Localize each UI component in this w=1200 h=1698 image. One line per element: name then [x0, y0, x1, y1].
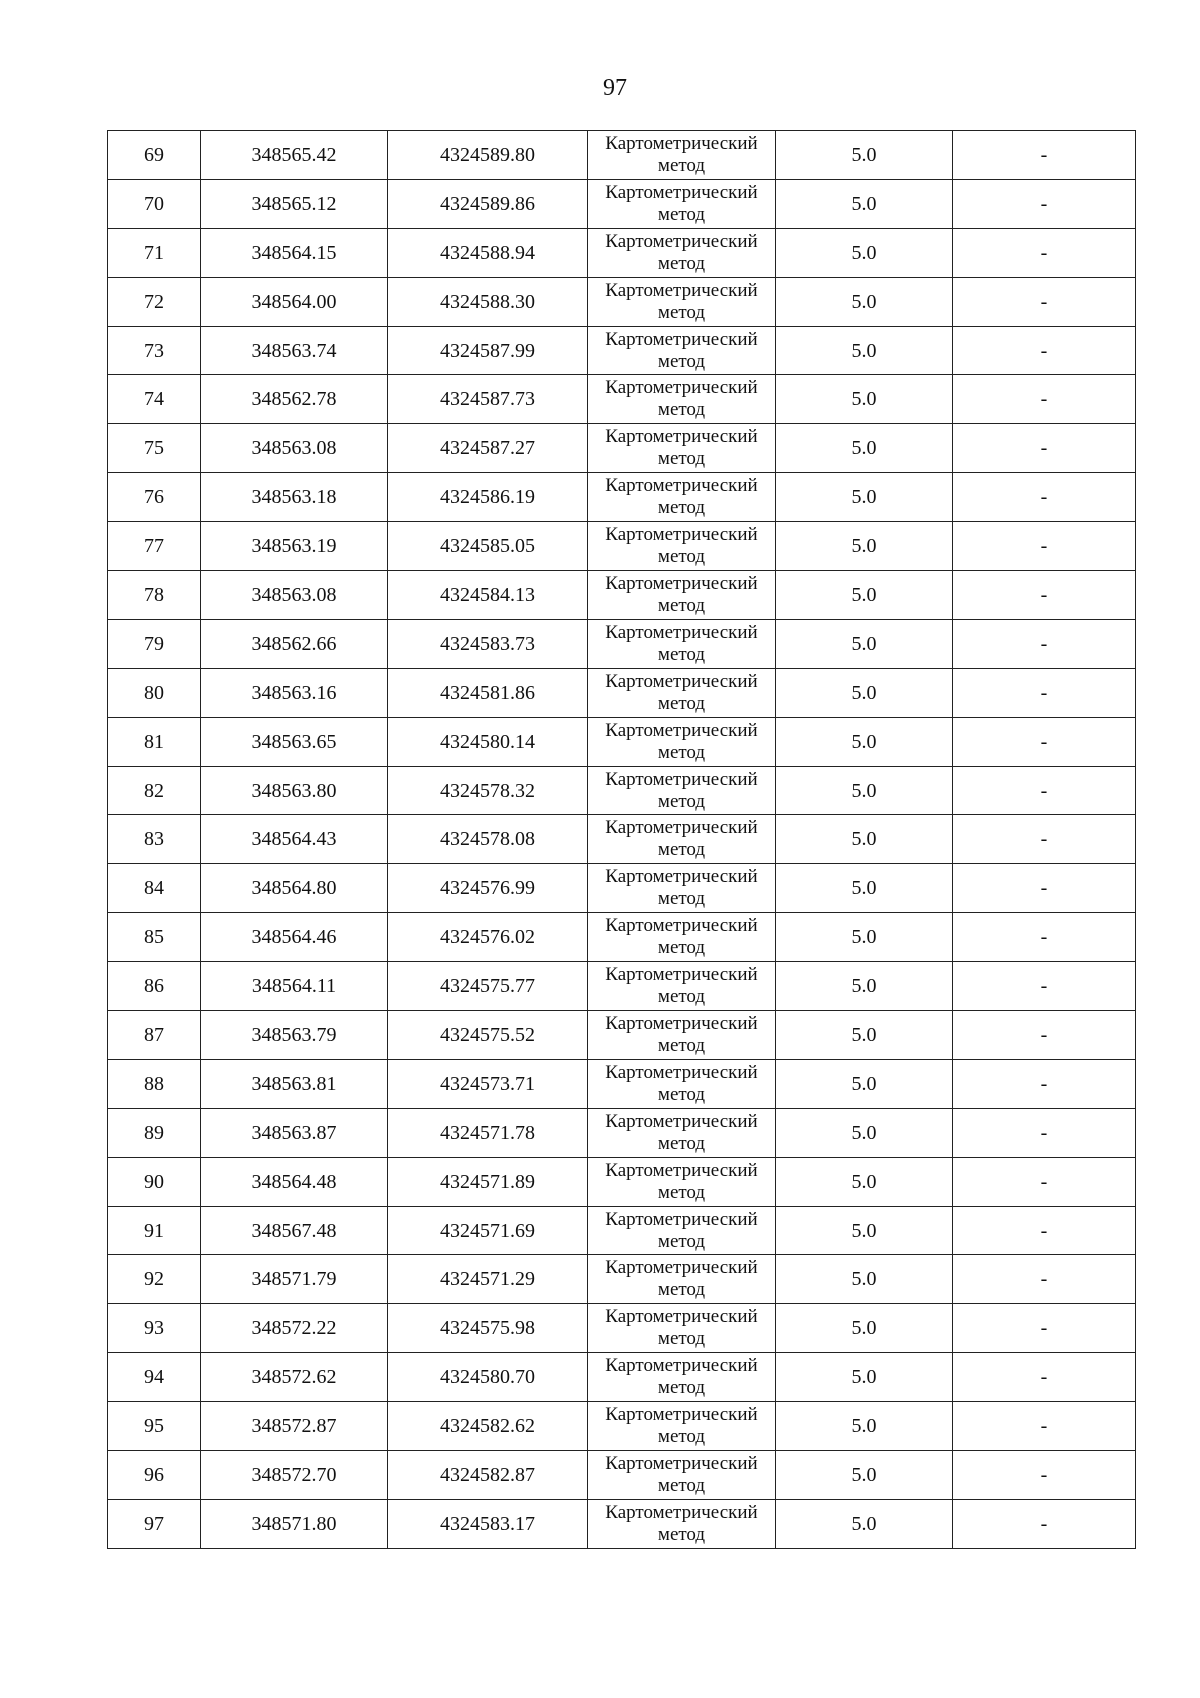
note-cell: -	[953, 913, 1136, 962]
note-cell: -	[953, 1499, 1136, 1548]
y-coordinate-cell: 4324571.69	[388, 1206, 588, 1255]
point-number-cell: 83	[108, 815, 201, 864]
method-cell: Картометрический метод	[588, 962, 776, 1011]
point-number-cell: 89	[108, 1108, 201, 1157]
coordinates-table-body	[108, 131, 1136, 1549]
note-cell: -	[953, 326, 1136, 375]
note-cell: -	[953, 179, 1136, 228]
table-row	[108, 473, 1136, 522]
method-cell: Картометрический метод	[588, 228, 776, 277]
y-coordinate-cell: 4324587.73	[388, 375, 588, 424]
y-coordinate-cell: 4324576.02	[388, 913, 588, 962]
method-cell: Картометрический метод	[588, 913, 776, 962]
x-coordinate-cell: 348572.22	[201, 1304, 388, 1353]
point-number-cell: 87	[108, 1011, 201, 1060]
x-coordinate-cell: 348564.15	[201, 228, 388, 277]
point-number-cell: 88	[108, 1059, 201, 1108]
accuracy-cell: 5.0	[776, 277, 953, 326]
table-row	[108, 131, 1136, 180]
x-coordinate-cell: 348563.16	[201, 668, 388, 717]
accuracy-cell: 5.0	[776, 522, 953, 571]
table-row	[108, 571, 1136, 620]
x-coordinate-cell: 348563.18	[201, 473, 388, 522]
table-row	[108, 424, 1136, 473]
point-number-cell: 91	[108, 1206, 201, 1255]
method-cell: Картометрический метод	[588, 424, 776, 473]
note-cell: -	[953, 962, 1136, 1011]
accuracy-cell: 5.0	[776, 619, 953, 668]
point-number-cell: 78	[108, 571, 201, 620]
note-cell: -	[953, 571, 1136, 620]
y-coordinate-cell: 4324578.32	[388, 766, 588, 815]
y-coordinate-cell: 4324582.62	[388, 1402, 588, 1451]
x-coordinate-cell: 348565.42	[201, 131, 388, 180]
table-row	[108, 1451, 1136, 1500]
accuracy-cell: 5.0	[776, 1499, 953, 1548]
point-number-cell: 86	[108, 962, 201, 1011]
y-coordinate-cell: 4324575.98	[388, 1304, 588, 1353]
x-coordinate-cell: 348563.74	[201, 326, 388, 375]
coordinates-table	[107, 130, 1136, 1549]
point-number-cell: 76	[108, 473, 201, 522]
accuracy-cell: 5.0	[776, 375, 953, 424]
y-coordinate-cell: 4324580.70	[388, 1353, 588, 1402]
accuracy-cell: 5.0	[776, 1402, 953, 1451]
method-cell: Картометрический метод	[588, 1206, 776, 1255]
method-cell: Картометрический метод	[588, 277, 776, 326]
point-number-cell: 72	[108, 277, 201, 326]
accuracy-cell: 5.0	[776, 424, 953, 473]
y-coordinate-cell: 4324582.87	[388, 1451, 588, 1500]
x-coordinate-cell: 348563.65	[201, 717, 388, 766]
x-coordinate-cell: 348563.08	[201, 424, 388, 473]
point-number-cell: 77	[108, 522, 201, 571]
y-coordinate-cell: 4324587.27	[388, 424, 588, 473]
x-coordinate-cell: 348563.08	[201, 571, 388, 620]
x-coordinate-cell: 348563.19	[201, 522, 388, 571]
y-coordinate-cell: 4324586.19	[388, 473, 588, 522]
accuracy-cell: 5.0	[776, 228, 953, 277]
x-coordinate-cell: 348571.79	[201, 1255, 388, 1304]
method-cell: Картометрический метод	[588, 864, 776, 913]
point-number-cell: 94	[108, 1353, 201, 1402]
x-coordinate-cell: 348564.11	[201, 962, 388, 1011]
note-cell: -	[953, 864, 1136, 913]
table-row	[108, 913, 1136, 962]
note-cell: -	[953, 1011, 1136, 1060]
note-cell: -	[953, 717, 1136, 766]
table-row	[108, 1011, 1136, 1060]
x-coordinate-cell: 348564.46	[201, 913, 388, 962]
accuracy-cell: 5.0	[776, 864, 953, 913]
y-coordinate-cell: 4324585.05	[388, 522, 588, 571]
x-coordinate-cell: 348564.80	[201, 864, 388, 913]
point-number-cell: 92	[108, 1255, 201, 1304]
accuracy-cell: 5.0	[776, 913, 953, 962]
page-number: 97	[603, 75, 627, 101]
accuracy-cell: 5.0	[776, 179, 953, 228]
y-coordinate-cell: 4324588.30	[388, 277, 588, 326]
note-cell: -	[953, 228, 1136, 277]
accuracy-cell: 5.0	[776, 571, 953, 620]
note-cell: -	[953, 131, 1136, 180]
y-coordinate-cell: 4324588.94	[388, 228, 588, 277]
table-row	[108, 864, 1136, 913]
point-number-cell: 82	[108, 766, 201, 815]
note-cell: -	[953, 815, 1136, 864]
y-coordinate-cell: 4324571.29	[388, 1255, 588, 1304]
y-coordinate-cell: 4324584.13	[388, 571, 588, 620]
table-row	[108, 1304, 1136, 1353]
x-coordinate-cell: 348563.79	[201, 1011, 388, 1060]
method-cell: Картометрический метод	[588, 1451, 776, 1500]
table-row	[108, 766, 1136, 815]
point-number-cell: 69	[108, 131, 201, 180]
method-cell: Картометрический метод	[588, 766, 776, 815]
y-coordinate-cell: 4324571.78	[388, 1108, 588, 1157]
note-cell: -	[953, 277, 1136, 326]
table-row	[108, 375, 1136, 424]
x-coordinate-cell: 348563.87	[201, 1108, 388, 1157]
accuracy-cell: 5.0	[776, 668, 953, 717]
note-cell: -	[953, 619, 1136, 668]
method-cell: Картометрический метод	[588, 473, 776, 522]
accuracy-cell: 5.0	[776, 1157, 953, 1206]
accuracy-cell: 5.0	[776, 766, 953, 815]
point-number-cell: 71	[108, 228, 201, 277]
accuracy-cell: 5.0	[776, 1206, 953, 1255]
note-cell: -	[953, 766, 1136, 815]
method-cell: Картометрический метод	[588, 815, 776, 864]
accuracy-cell: 5.0	[776, 1059, 953, 1108]
accuracy-cell: 5.0	[776, 815, 953, 864]
note-cell: -	[953, 1157, 1136, 1206]
point-number-cell: 96	[108, 1451, 201, 1500]
method-cell: Картометрический метод	[588, 1499, 776, 1548]
y-coordinate-cell: 4324575.52	[388, 1011, 588, 1060]
x-coordinate-cell: 348565.12	[201, 179, 388, 228]
accuracy-cell: 5.0	[776, 1353, 953, 1402]
method-cell: Картометрический метод	[588, 179, 776, 228]
accuracy-cell: 5.0	[776, 1255, 953, 1304]
x-coordinate-cell: 348562.66	[201, 619, 388, 668]
note-cell: -	[953, 1206, 1136, 1255]
y-coordinate-cell: 4324587.99	[388, 326, 588, 375]
point-number-cell: 90	[108, 1157, 201, 1206]
method-cell: Картометрический метод	[588, 1157, 776, 1206]
y-coordinate-cell: 4324583.17	[388, 1499, 588, 1548]
accuracy-cell: 5.0	[776, 717, 953, 766]
note-cell: -	[953, 1304, 1136, 1353]
point-number-cell: 84	[108, 864, 201, 913]
accuracy-cell: 5.0	[776, 1011, 953, 1060]
note-cell: -	[953, 424, 1136, 473]
method-cell: Картометрический метод	[588, 375, 776, 424]
method-cell: Картометрический метод	[588, 1304, 776, 1353]
x-coordinate-cell: 348564.48	[201, 1157, 388, 1206]
y-coordinate-cell: 4324589.86	[388, 179, 588, 228]
method-cell: Картометрический метод	[588, 1255, 776, 1304]
x-coordinate-cell: 348563.81	[201, 1059, 388, 1108]
note-cell: -	[953, 1255, 1136, 1304]
y-coordinate-cell: 4324578.08	[388, 815, 588, 864]
x-coordinate-cell: 348564.43	[201, 815, 388, 864]
note-cell: -	[953, 375, 1136, 424]
method-cell: Картометрический метод	[588, 131, 776, 180]
y-coordinate-cell: 4324589.80	[388, 131, 588, 180]
table-row	[108, 668, 1136, 717]
x-coordinate-cell: 348562.78	[201, 375, 388, 424]
point-number-cell: 73	[108, 326, 201, 375]
y-coordinate-cell: 4324576.99	[388, 864, 588, 913]
point-number-cell: 93	[108, 1304, 201, 1353]
point-number-cell: 70	[108, 179, 201, 228]
table-row	[108, 1353, 1136, 1402]
method-cell: Картометрический метод	[588, 1402, 776, 1451]
table-row	[108, 1108, 1136, 1157]
method-cell: Картометрический метод	[588, 619, 776, 668]
note-cell: -	[953, 1402, 1136, 1451]
x-coordinate-cell: 348567.48	[201, 1206, 388, 1255]
x-coordinate-cell: 348564.00	[201, 277, 388, 326]
table-row	[108, 277, 1136, 326]
x-coordinate-cell: 348571.80	[201, 1499, 388, 1548]
point-number-cell: 81	[108, 717, 201, 766]
point-number-cell: 80	[108, 668, 201, 717]
table-row	[108, 1255, 1136, 1304]
accuracy-cell: 5.0	[776, 473, 953, 522]
accuracy-cell: 5.0	[776, 1304, 953, 1353]
accuracy-cell: 5.0	[776, 1451, 953, 1500]
x-coordinate-cell: 348572.70	[201, 1451, 388, 1500]
note-cell: -	[953, 1451, 1136, 1500]
method-cell: Картометрический метод	[588, 326, 776, 375]
y-coordinate-cell: 4324575.77	[388, 962, 588, 1011]
point-number-cell: 95	[108, 1402, 201, 1451]
method-cell: Картометрический метод	[588, 522, 776, 571]
table-row	[108, 815, 1136, 864]
table-row	[108, 619, 1136, 668]
method-cell: Картометрический метод	[588, 668, 776, 717]
table-row	[108, 1499, 1136, 1548]
method-cell: Картометрический метод	[588, 571, 776, 620]
accuracy-cell: 5.0	[776, 326, 953, 375]
accuracy-cell: 5.0	[776, 1108, 953, 1157]
table-row	[108, 1402, 1136, 1451]
table-row	[108, 717, 1136, 766]
note-cell: -	[953, 1353, 1136, 1402]
method-cell: Картометрический метод	[588, 1011, 776, 1060]
note-cell: -	[953, 473, 1136, 522]
method-cell: Картометрический метод	[588, 1059, 776, 1108]
table-row	[108, 228, 1136, 277]
method-cell: Картометрический метод	[588, 717, 776, 766]
table-row	[108, 962, 1136, 1011]
point-number-cell: 79	[108, 619, 201, 668]
table-row	[108, 1206, 1136, 1255]
y-coordinate-cell: 4324573.71	[388, 1059, 588, 1108]
note-cell: -	[953, 1108, 1136, 1157]
note-cell: -	[953, 522, 1136, 571]
point-number-cell: 74	[108, 375, 201, 424]
method-cell: Картометрический метод	[588, 1353, 776, 1402]
point-number-cell: 85	[108, 913, 201, 962]
method-cell: Картометрический метод	[588, 1108, 776, 1157]
y-coordinate-cell: 4324583.73	[388, 619, 588, 668]
table-row	[108, 522, 1136, 571]
point-number-cell: 97	[108, 1499, 201, 1548]
x-coordinate-cell: 348572.87	[201, 1402, 388, 1451]
table-row	[108, 179, 1136, 228]
x-coordinate-cell: 348563.80	[201, 766, 388, 815]
note-cell: -	[953, 668, 1136, 717]
table-row	[108, 1157, 1136, 1206]
y-coordinate-cell: 4324571.89	[388, 1157, 588, 1206]
x-coordinate-cell: 348572.62	[201, 1353, 388, 1402]
y-coordinate-cell: 4324580.14	[388, 717, 588, 766]
accuracy-cell: 5.0	[776, 131, 953, 180]
point-number-cell: 75	[108, 424, 201, 473]
table-row	[108, 326, 1136, 375]
accuracy-cell: 5.0	[776, 962, 953, 1011]
note-cell: -	[953, 1059, 1136, 1108]
y-coordinate-cell: 4324581.86	[388, 668, 588, 717]
table-row	[108, 1059, 1136, 1108]
